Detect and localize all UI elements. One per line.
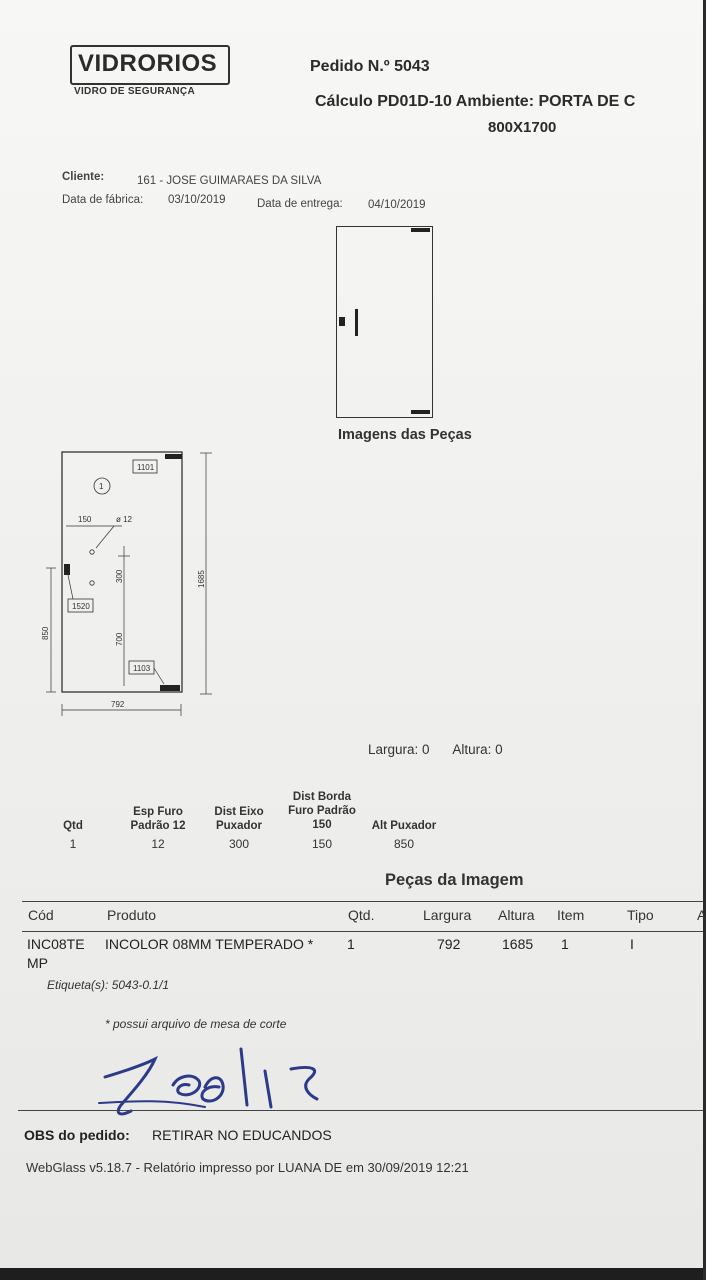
calc-dimensions: 800X1700 bbox=[488, 119, 557, 136]
fabrication-date: 03/10/2019 bbox=[168, 194, 226, 206]
dim-handle-axis: 300 bbox=[115, 569, 124, 583]
fabrication-date-label: Data de fábrica: bbox=[62, 194, 144, 206]
param-header-alt-puxador: Alt Puxador bbox=[371, 820, 437, 832]
client-label: Cliente: bbox=[62, 171, 105, 183]
row-height: 1685 bbox=[502, 936, 534, 952]
order-number: Pedido N.º 5043 bbox=[310, 58, 430, 75]
param-header-esp-furo: Esp Furo Padrão 12 bbox=[130, 806, 186, 832]
col-header-item: Item bbox=[557, 907, 585, 923]
order-notes-value: RETIRAR NO EDUCANDOS bbox=[152, 1127, 332, 1143]
dim-hole-diameter: ø 12 bbox=[116, 515, 133, 524]
technical-drawing-svg bbox=[38, 448, 228, 728]
width-value: Largura: 0 bbox=[368, 742, 430, 757]
param-value-dist-eixo: 300 bbox=[228, 837, 250, 851]
tag-bottom-label: 1103 bbox=[133, 664, 151, 673]
col-header-width: Largura bbox=[423, 907, 472, 923]
height-value: Altura: 0 bbox=[452, 742, 503, 757]
param-header-dist-eixo: Dist Eixo Puxador bbox=[214, 806, 264, 832]
company-logo: VIDRORIOS bbox=[78, 50, 218, 77]
signature-rule bbox=[18, 1110, 703, 1111]
col-header-height: Altura bbox=[498, 907, 535, 923]
dim-total-width: 792 bbox=[111, 700, 125, 709]
piece-number: 1 bbox=[99, 482, 104, 491]
col-header-type: Tipo bbox=[627, 907, 654, 923]
piece-labels: Etiqueta(s): 5043-0.1/1 bbox=[47, 978, 170, 992]
col-header-qty: Qtd. bbox=[348, 907, 375, 923]
row-code-line1: INC08TE bbox=[27, 936, 85, 952]
cutting-file-note: * possui arquivo de mesa de corte bbox=[105, 1017, 287, 1031]
dim-handle-height-700: 700 bbox=[115, 632, 124, 646]
param-value-dist-borda: 150 bbox=[311, 837, 333, 851]
report-footer: WebGlass v5.18.7 - Relatório impresso por LUANA DE em 30/09/2019 12:21 bbox=[26, 1160, 469, 1175]
calc-environment-line: Cálculo PD01D-10 Ambiente: PORTA DE C bbox=[315, 93, 636, 110]
size-line bbox=[368, 742, 503, 757]
client-value: 161 - JOSE GUIMARAES DA SILVA bbox=[137, 175, 322, 187]
col-header-product: Produto bbox=[107, 907, 157, 923]
param-value-alt-puxador: 850 bbox=[393, 837, 415, 851]
dim-hole-offset: 150 bbox=[78, 515, 92, 524]
dim-handle-height-850: 850 bbox=[41, 626, 50, 640]
row-type: I bbox=[630, 936, 634, 952]
row-item: 1 bbox=[561, 936, 569, 952]
delivery-date: 04/10/2019 bbox=[368, 199, 426, 211]
piece-thumbnail bbox=[336, 226, 433, 418]
technical-drawing bbox=[38, 448, 228, 733]
row-qty: 1 bbox=[347, 936, 355, 952]
row-code-line2: MP bbox=[27, 955, 48, 971]
background-surface bbox=[0, 1268, 703, 1280]
handwritten-signature bbox=[95, 1045, 335, 1130]
company-tagline: VIDRO DE SEGURANÇA bbox=[74, 86, 195, 97]
param-value-esp-furo: 12 bbox=[151, 837, 165, 851]
row-width: 792 bbox=[437, 936, 461, 952]
delivery-date-label: Data de entrega: bbox=[257, 198, 343, 210]
images-section-title: Imagens das Peças bbox=[338, 427, 472, 443]
col-header-a: A bbox=[697, 907, 706, 923]
signature-drawing bbox=[95, 1045, 335, 1125]
order-notes-label: OBS do pedido: bbox=[24, 1127, 130, 1143]
row-product: INCOLOR 08MM TEMPERADO * bbox=[105, 936, 314, 952]
tag-top-label: 1101 bbox=[137, 463, 155, 472]
param-header-dist-borda: Dist Borda Furo Padrão 150 bbox=[288, 791, 356, 831]
table-header-rule bbox=[22, 931, 703, 932]
param-value-qtd: 1 bbox=[69, 837, 77, 851]
dim-total-height: 1685 bbox=[197, 570, 206, 588]
pieces-section-title: Peças da Imagem bbox=[385, 871, 524, 889]
col-header-code: Cód bbox=[28, 907, 54, 923]
param-header-qtd: Qtd bbox=[63, 820, 83, 832]
tag-left-label: 1520 bbox=[72, 602, 90, 611]
piece-thumbnail-drawing bbox=[337, 227, 432, 417]
table-top-rule bbox=[22, 901, 703, 902]
